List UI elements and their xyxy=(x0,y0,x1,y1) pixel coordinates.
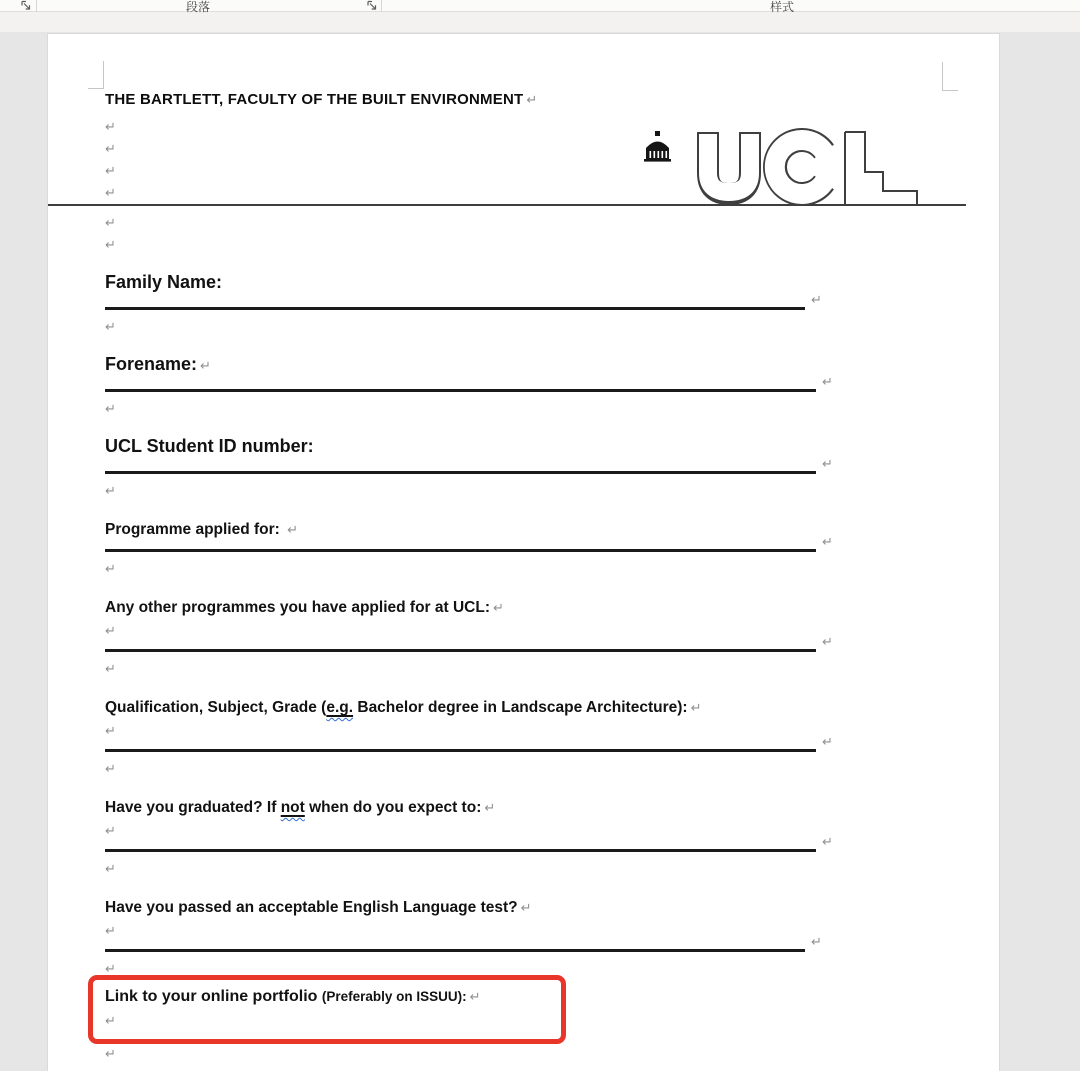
empty-paragraph xyxy=(105,859,928,881)
empty-paragraph xyxy=(105,399,928,421)
form-label: Forename: ↵ xyxy=(105,354,211,374)
empty-paragraph xyxy=(105,235,928,257)
ribbon-bottom-strip xyxy=(0,0,1080,12)
pilcrow-mark: ↵ xyxy=(105,142,116,157)
dialog-launcher-icon[interactable] xyxy=(20,0,33,12)
ribbon-group-separator xyxy=(36,0,37,12)
form-label: Qualification, Subject, Grade (e.g. Bachelor degree in Landscape Architecture): ↵ xyxy=(105,699,702,716)
empty-paragraph xyxy=(105,921,928,943)
pilcrow-mark: ↵ xyxy=(822,375,833,390)
empty-paragraph xyxy=(105,1035,561,1044)
grammar-checked-word xyxy=(326,699,353,716)
pilcrow-mark: ↵ xyxy=(822,735,833,750)
form-label: Any other programmes you have applied for at UCL: ↵ xyxy=(105,599,504,616)
fill-in-line[interactable] xyxy=(105,849,816,852)
document-canvas[interactable] xyxy=(0,32,1080,1070)
pilcrow-mark: ↵ xyxy=(469,990,481,1005)
fill-in-line-row xyxy=(105,457,928,481)
ribbon-sub-strip xyxy=(0,12,1080,32)
pilcrow-mark: ↵ xyxy=(105,402,116,417)
pilcrow-mark: ↵ xyxy=(105,120,116,135)
wavy-underline-word: e.g. xyxy=(326,699,354,716)
fill-in-line[interactable] xyxy=(105,749,816,752)
pilcrow-mark: ↵ xyxy=(822,635,833,650)
page-content xyxy=(48,34,928,1066)
empty-paragraph xyxy=(105,183,928,205)
form-label: Have you graduated? If not when do you expect to: ↵ xyxy=(105,799,496,816)
pilcrow-mark: ↵ xyxy=(105,662,116,677)
pilcrow-mark: ↵ xyxy=(105,924,116,939)
pilcrow-mark: ↵ xyxy=(105,962,116,977)
empty-paragraph xyxy=(105,117,928,139)
pilcrow-mark: ↵ xyxy=(105,238,116,253)
pilcrow-mark: ↵ xyxy=(200,359,211,374)
empty-paragraph xyxy=(105,559,928,581)
pilcrow-mark: ↵ xyxy=(484,801,496,816)
form-label: UCL Student ID number: xyxy=(105,436,314,456)
document-header: THE BARTLETT, FACULTY OF THE BUILT ENVIRONMENT ↵ xyxy=(105,91,538,108)
pilcrow-mark: ↵ xyxy=(105,624,116,639)
pilcrow-mark: ↵ xyxy=(105,724,116,739)
empty-paragraph xyxy=(105,759,928,781)
fill-in-line-row xyxy=(105,293,928,317)
pilcrow-mark: ↵ xyxy=(287,523,299,538)
empty-paragraph xyxy=(105,659,928,681)
grammar-checked-word xyxy=(281,799,305,816)
fill-in-line[interactable] xyxy=(105,949,805,952)
document-page[interactable] xyxy=(48,34,999,1071)
form-label: Have you passed an acceptable English Language test? ↵ xyxy=(105,899,532,916)
empty-paragraph xyxy=(105,139,928,161)
empty-paragraph xyxy=(105,1044,928,1066)
pilcrow-mark: ↵ xyxy=(822,457,833,472)
ribbon-group-paragraph-label: 段落 xyxy=(186,0,211,14)
pilcrow-mark: ↵ xyxy=(520,901,532,916)
fill-in-line-row xyxy=(105,375,928,399)
pilcrow-mark: ↵ xyxy=(105,320,116,335)
pilcrow-mark: ↵ xyxy=(526,93,538,108)
page-margin-crop-mark-top-right xyxy=(942,62,958,91)
pilcrow-mark: ↵ xyxy=(492,601,504,616)
fill-in-line-row xyxy=(105,835,928,859)
empty-paragraph xyxy=(105,161,928,183)
pilcrow-mark: ↵ xyxy=(105,186,116,201)
fill-in-line[interactable] xyxy=(105,649,816,652)
fill-in-line[interactable] xyxy=(105,549,816,552)
fill-in-line-row xyxy=(105,535,928,559)
pilcrow-mark: ↵ xyxy=(105,824,116,839)
fill-in-line[interactable] xyxy=(105,389,816,392)
pilcrow-mark: ↵ xyxy=(811,293,822,308)
fill-in-line-row xyxy=(105,635,928,659)
pilcrow-mark: ↵ xyxy=(105,762,116,777)
fill-in-line-row xyxy=(105,735,928,759)
ribbon-group-separator xyxy=(381,0,382,12)
pilcrow-mark: ↵ xyxy=(811,935,822,950)
empty-paragraph xyxy=(105,821,928,843)
pilcrow-mark: ↵ xyxy=(105,484,116,499)
fill-in-line[interactable] xyxy=(105,471,816,474)
pilcrow-mark: ↵ xyxy=(105,1047,116,1062)
pilcrow-mark: ↵ xyxy=(822,835,833,850)
wavy-underline-word: not xyxy=(280,799,305,816)
fill-in-line[interactable] xyxy=(105,307,805,310)
form-label: Link to your online portfolio (Preferably on ISSUU): ↵ xyxy=(105,988,481,1005)
form-label: Programme applied for: ↵ xyxy=(105,521,299,538)
red-annotation-box[interactable] xyxy=(88,975,566,1044)
form-label: Family Name: xyxy=(105,272,223,292)
empty-paragraph xyxy=(105,621,928,643)
empty-paragraph xyxy=(105,213,928,235)
fill-in-line-row xyxy=(105,935,928,959)
document-rows xyxy=(105,117,928,1066)
pilcrow-mark: ↵ xyxy=(105,862,116,877)
pilcrow-mark: ↵ xyxy=(105,216,116,231)
pilcrow-mark: ↵ xyxy=(105,562,116,577)
label-parenthetical: (Preferably on ISSUU): xyxy=(321,989,467,1004)
dialog-launcher-icon[interactable] xyxy=(366,0,379,12)
empty-paragraph xyxy=(105,721,928,743)
empty-paragraph xyxy=(105,1011,561,1035)
pilcrow-mark: ↵ xyxy=(105,1014,116,1029)
empty-paragraph xyxy=(105,481,928,503)
ribbon-group-styles-label: 样式 xyxy=(770,0,795,14)
empty-paragraph xyxy=(105,317,928,339)
pilcrow-mark: ↵ xyxy=(822,535,833,550)
pilcrow-mark: ↵ xyxy=(105,164,116,179)
pilcrow-mark: ↵ xyxy=(690,701,702,716)
